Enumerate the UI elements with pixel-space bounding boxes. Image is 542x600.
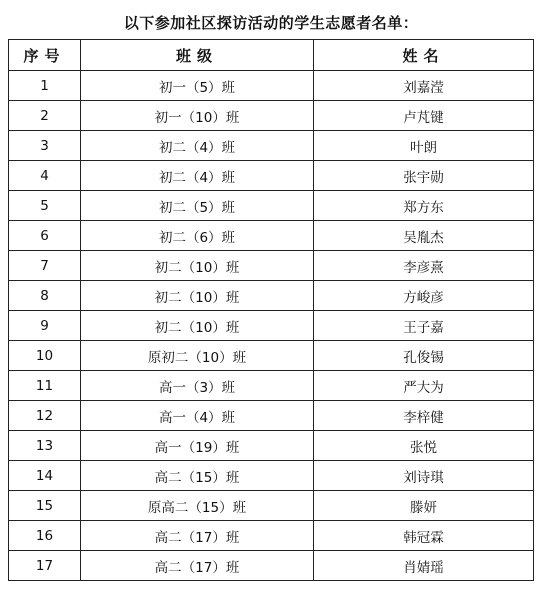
cell-name: 叶朗 — [314, 131, 534, 161]
cell-seq: 15 — [9, 491, 81, 521]
cell-seq: 7 — [9, 251, 81, 281]
table-row — [9, 431, 534, 461]
cell-name: 韩冠霖 — [314, 521, 534, 551]
header-name: 姓名 — [314, 40, 534, 71]
cell-seq: 12 — [9, 401, 81, 431]
cell-name: 吴胤杰 — [314, 221, 534, 251]
cell-class: 初一（10）班 — [81, 101, 314, 131]
cell-seq: 3 — [9, 131, 81, 161]
cell-class: 高二（17）班 — [81, 551, 314, 581]
cell-name: 张宇勋 — [314, 161, 534, 191]
table-row — [9, 191, 534, 221]
cell-class: 初二（10）班 — [81, 251, 314, 281]
header-class: 班级 — [81, 40, 314, 71]
cell-name: 滕妍 — [314, 491, 534, 521]
table-row — [9, 101, 534, 131]
cell-seq: 6 — [9, 221, 81, 251]
table-row — [9, 401, 534, 431]
table-row — [9, 161, 534, 191]
cell-class: 高二（17）班 — [81, 521, 314, 551]
cell-class: 初二（4）班 — [81, 131, 314, 161]
document-title: 以下参加社区探访活动的学生志愿者名单： — [123, 14, 419, 32]
table-row — [9, 371, 534, 401]
cell-name: 刘嘉滢 — [314, 71, 534, 101]
cell-class: 初二（10）班 — [81, 281, 314, 311]
cell-name: 方峻彦 — [314, 281, 534, 311]
cell-class: 初二（5）班 — [81, 191, 314, 221]
cell-name: 李梓健 — [314, 401, 534, 431]
header-seq: 序号 — [9, 40, 81, 71]
cell-name: 严大为 — [314, 371, 534, 401]
table-row — [9, 281, 534, 311]
cell-name: 李彦熹 — [314, 251, 534, 281]
table-row — [9, 71, 534, 101]
cell-class: 初二（6）班 — [81, 221, 314, 251]
cell-class: 高一（3）班 — [81, 371, 314, 401]
cell-seq: 2 — [9, 101, 81, 131]
cell-seq: 10 — [9, 341, 81, 371]
table-row — [9, 221, 534, 251]
cell-name: 孔俊锡 — [314, 341, 534, 371]
table-header-row — [9, 40, 534, 71]
cell-name: 王子嘉 — [314, 311, 534, 341]
volunteer-table — [8, 39, 534, 581]
cell-class: 高二（15）班 — [81, 461, 314, 491]
table-row — [9, 491, 534, 521]
cell-name: 卢芃键 — [314, 101, 534, 131]
table-row — [9, 341, 534, 371]
cell-seq: 11 — [9, 371, 81, 401]
cell-seq: 5 — [9, 191, 81, 221]
cell-seq: 16 — [9, 521, 81, 551]
cell-name: 肖婧瑶 — [314, 551, 534, 581]
cell-seq: 8 — [9, 281, 81, 311]
table-row — [9, 131, 534, 161]
cell-class: 原高二（15）班 — [81, 491, 314, 521]
cell-seq: 4 — [9, 161, 81, 191]
cell-seq: 17 — [9, 551, 81, 581]
table-row — [9, 311, 534, 341]
table-row — [9, 461, 534, 491]
cell-class: 初二（10）班 — [81, 311, 314, 341]
cell-class: 高一（19）班 — [81, 431, 314, 461]
cell-class: 初二（4）班 — [81, 161, 314, 191]
table-row — [9, 251, 534, 281]
cell-name: 张悦 — [314, 431, 534, 461]
cell-class: 原初二（10）班 — [81, 341, 314, 371]
cell-name: 郑方东 — [314, 191, 534, 221]
cell-name: 刘诗琪 — [314, 461, 534, 491]
cell-seq: 9 — [9, 311, 81, 341]
table-row — [9, 551, 534, 581]
cell-class: 高一（4）班 — [81, 401, 314, 431]
cell-seq: 13 — [9, 431, 81, 461]
cell-class: 初一（5）班 — [81, 71, 314, 101]
table-row — [9, 521, 534, 551]
cell-seq: 1 — [9, 71, 81, 101]
cell-seq: 14 — [9, 461, 81, 491]
